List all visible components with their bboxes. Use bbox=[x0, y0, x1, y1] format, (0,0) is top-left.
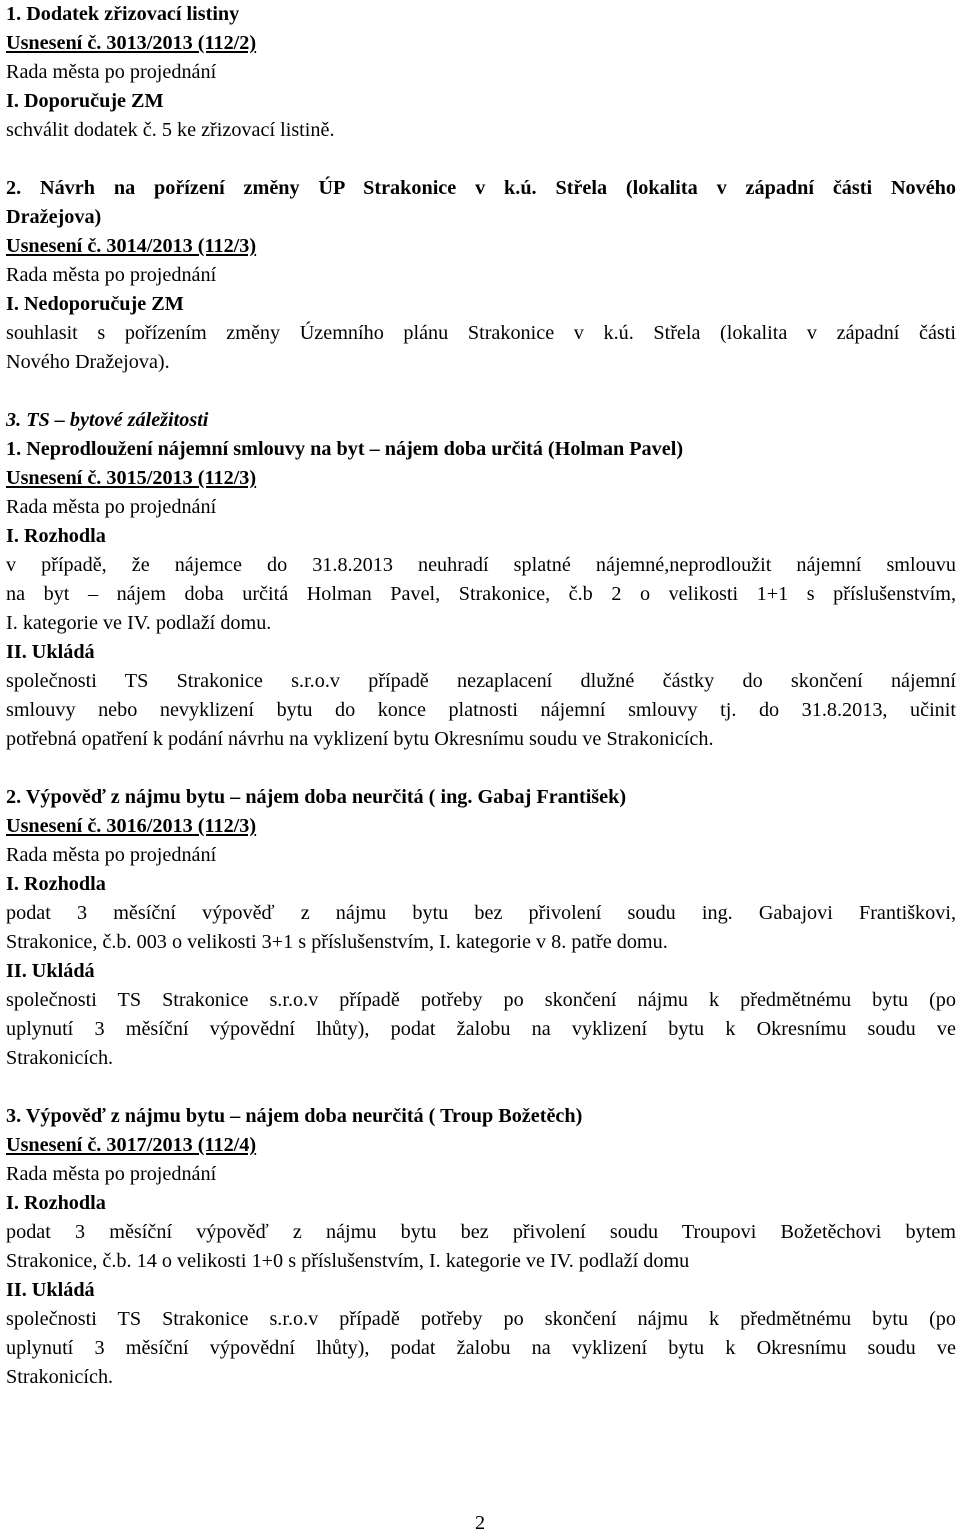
decision-text: souhlasit s pořízením změny Územního plánu Strakonice v k.ú. Střela (lokalita v západní části bbox=[6, 322, 956, 344]
council-line: Rada města po projednání bbox=[6, 61, 217, 83]
resolution-number: Usnesení č. 3017/2013 (112/4) bbox=[6, 1134, 257, 1156]
item-1-heading: 1. Neprodloužení nájemní smlouvy na byt – nájem doba určitá (Holman Pavel) bbox=[6, 438, 684, 460]
section-3-heading: 3. TS – bytové záležitosti bbox=[6, 409, 209, 431]
resolution-number: Usnesení č. 3013/2013 (112/2) bbox=[6, 32, 257, 54]
decision-text: Nového Dražejova). bbox=[6, 351, 170, 373]
section-2-heading-cont: Dražejova) bbox=[6, 206, 102, 228]
council-line: Rada města po projednání bbox=[6, 844, 217, 866]
decision-text: schválit dodatek č. 5 ke zřizovací listině. bbox=[6, 119, 335, 141]
decision-label: II. Ukládá bbox=[6, 1279, 95, 1301]
decision-text: potřebná opatření k podání návrhu na vyklizení bytu Okresnímu soudu ve Strakonicích. bbox=[6, 728, 714, 750]
decision-text: podat 3 měsíční výpověď z nájmu bytu bez přivolení soudu Troupovi Božetěchovi bytem bbox=[6, 1221, 956, 1243]
decision-label: II. Ukládá bbox=[6, 641, 95, 663]
decision-text: Strakonice, č.b. 003 o velikosti 3+1 s příslušenstvím, I. kategorie v 8. patře domu. bbox=[6, 931, 668, 953]
decision-text: Strakonice, č.b. 14 o velikosti 1+0 s příslušenstvím, I. kategorie ve IV. podlaží domu bbox=[6, 1250, 690, 1272]
item-2-heading: 2. Výpověď z nájmu bytu – nájem doba neurčitá ( ing. Gabaj František) bbox=[6, 786, 627, 808]
council-line: Rada města po projednání bbox=[6, 264, 217, 286]
decision-label: I. Rozhodla bbox=[6, 873, 106, 895]
decision-text: společnosti TS Strakonice s.r.o.v případě potřeby po skončení nájmu k předmětnému bytu (po bbox=[6, 1308, 956, 1330]
section-2-heading: 2. Návrh na pořízení změny ÚP Strakonice v k.ú. Střela (lokalita v západní části Nového bbox=[6, 177, 956, 199]
decision-text: v případě, že nájemce do 31.8.2013 neuhradí splatné nájemné,neprodloužit nájemní smlouvu bbox=[6, 554, 956, 576]
decision-text: společnosti TS Strakonice s.r.o.v případě nezaplacení dlužné částky do skončení nájemní bbox=[6, 670, 956, 692]
council-line: Rada města po projednání bbox=[6, 1163, 217, 1185]
decision-text: I. kategorie ve IV. podlaží domu. bbox=[6, 612, 272, 634]
decision-text: na byt – nájem doba určitá Holman Pavel, Strakonice, č.b 2 o velikosti 1+1 s příslušenstvím, bbox=[6, 583, 956, 605]
decision-text: uplynutí 3 měsíční výpovědní lhůty), podat žalobu na vyklizení bytu k Okresnímu soudu ve bbox=[6, 1337, 956, 1359]
spacer bbox=[6, 377, 956, 406]
decision-label: I. Rozhodla bbox=[6, 525, 106, 547]
council-line: Rada města po projednání bbox=[6, 496, 217, 518]
resolution-number: Usnesení č. 3016/2013 (112/3) bbox=[6, 815, 257, 837]
resolution-number: Usnesení č. 3014/2013 (112/3) bbox=[6, 235, 257, 257]
decision-text: společnosti TS Strakonice s.r.o.v případě potřeby po skončení nájmu k předmětnému bytu (po bbox=[6, 989, 956, 1011]
decision-label: II. Ukládá bbox=[6, 960, 95, 982]
document-page bbox=[6, 0, 956, 1392]
resolution-number: Usnesení č. 3015/2013 (112/3) bbox=[6, 467, 257, 489]
decision-text: Strakonicích. bbox=[6, 1047, 114, 1069]
spacer bbox=[6, 754, 956, 783]
item-3-heading: 3. Výpověď z nájmu bytu – nájem doba neurčitá ( Troup Božetěch) bbox=[6, 1105, 583, 1127]
decision-text: Strakonicích. bbox=[6, 1366, 114, 1388]
decision-text: uplynutí 3 měsíční výpovědní lhůty), podat žalobu na vyklizení bytu k Okresnímu soudu ve bbox=[6, 1018, 956, 1040]
spacer bbox=[6, 145, 956, 174]
decision-label: I. Nedoporučuje ZM bbox=[6, 293, 184, 315]
decision-text: smlouvy nebo nevyklizení bytu do konce platnosti nájemní smlouvy tj. do 31.8.2013, učinit bbox=[6, 699, 956, 721]
decision-text: podat 3 měsíční výpověď z nájmu bytu bez přivolení soudu ing. Gabajovi Františkovi, bbox=[6, 902, 956, 924]
section-1-heading: 1. Dodatek zřizovací listiny bbox=[6, 3, 240, 25]
decision-label: I. Rozhodla bbox=[6, 1192, 106, 1214]
page-number: 2 bbox=[474, 1512, 486, 1534]
spacer bbox=[6, 1073, 956, 1102]
decision-label: I. Doporučuje ZM bbox=[6, 90, 164, 112]
